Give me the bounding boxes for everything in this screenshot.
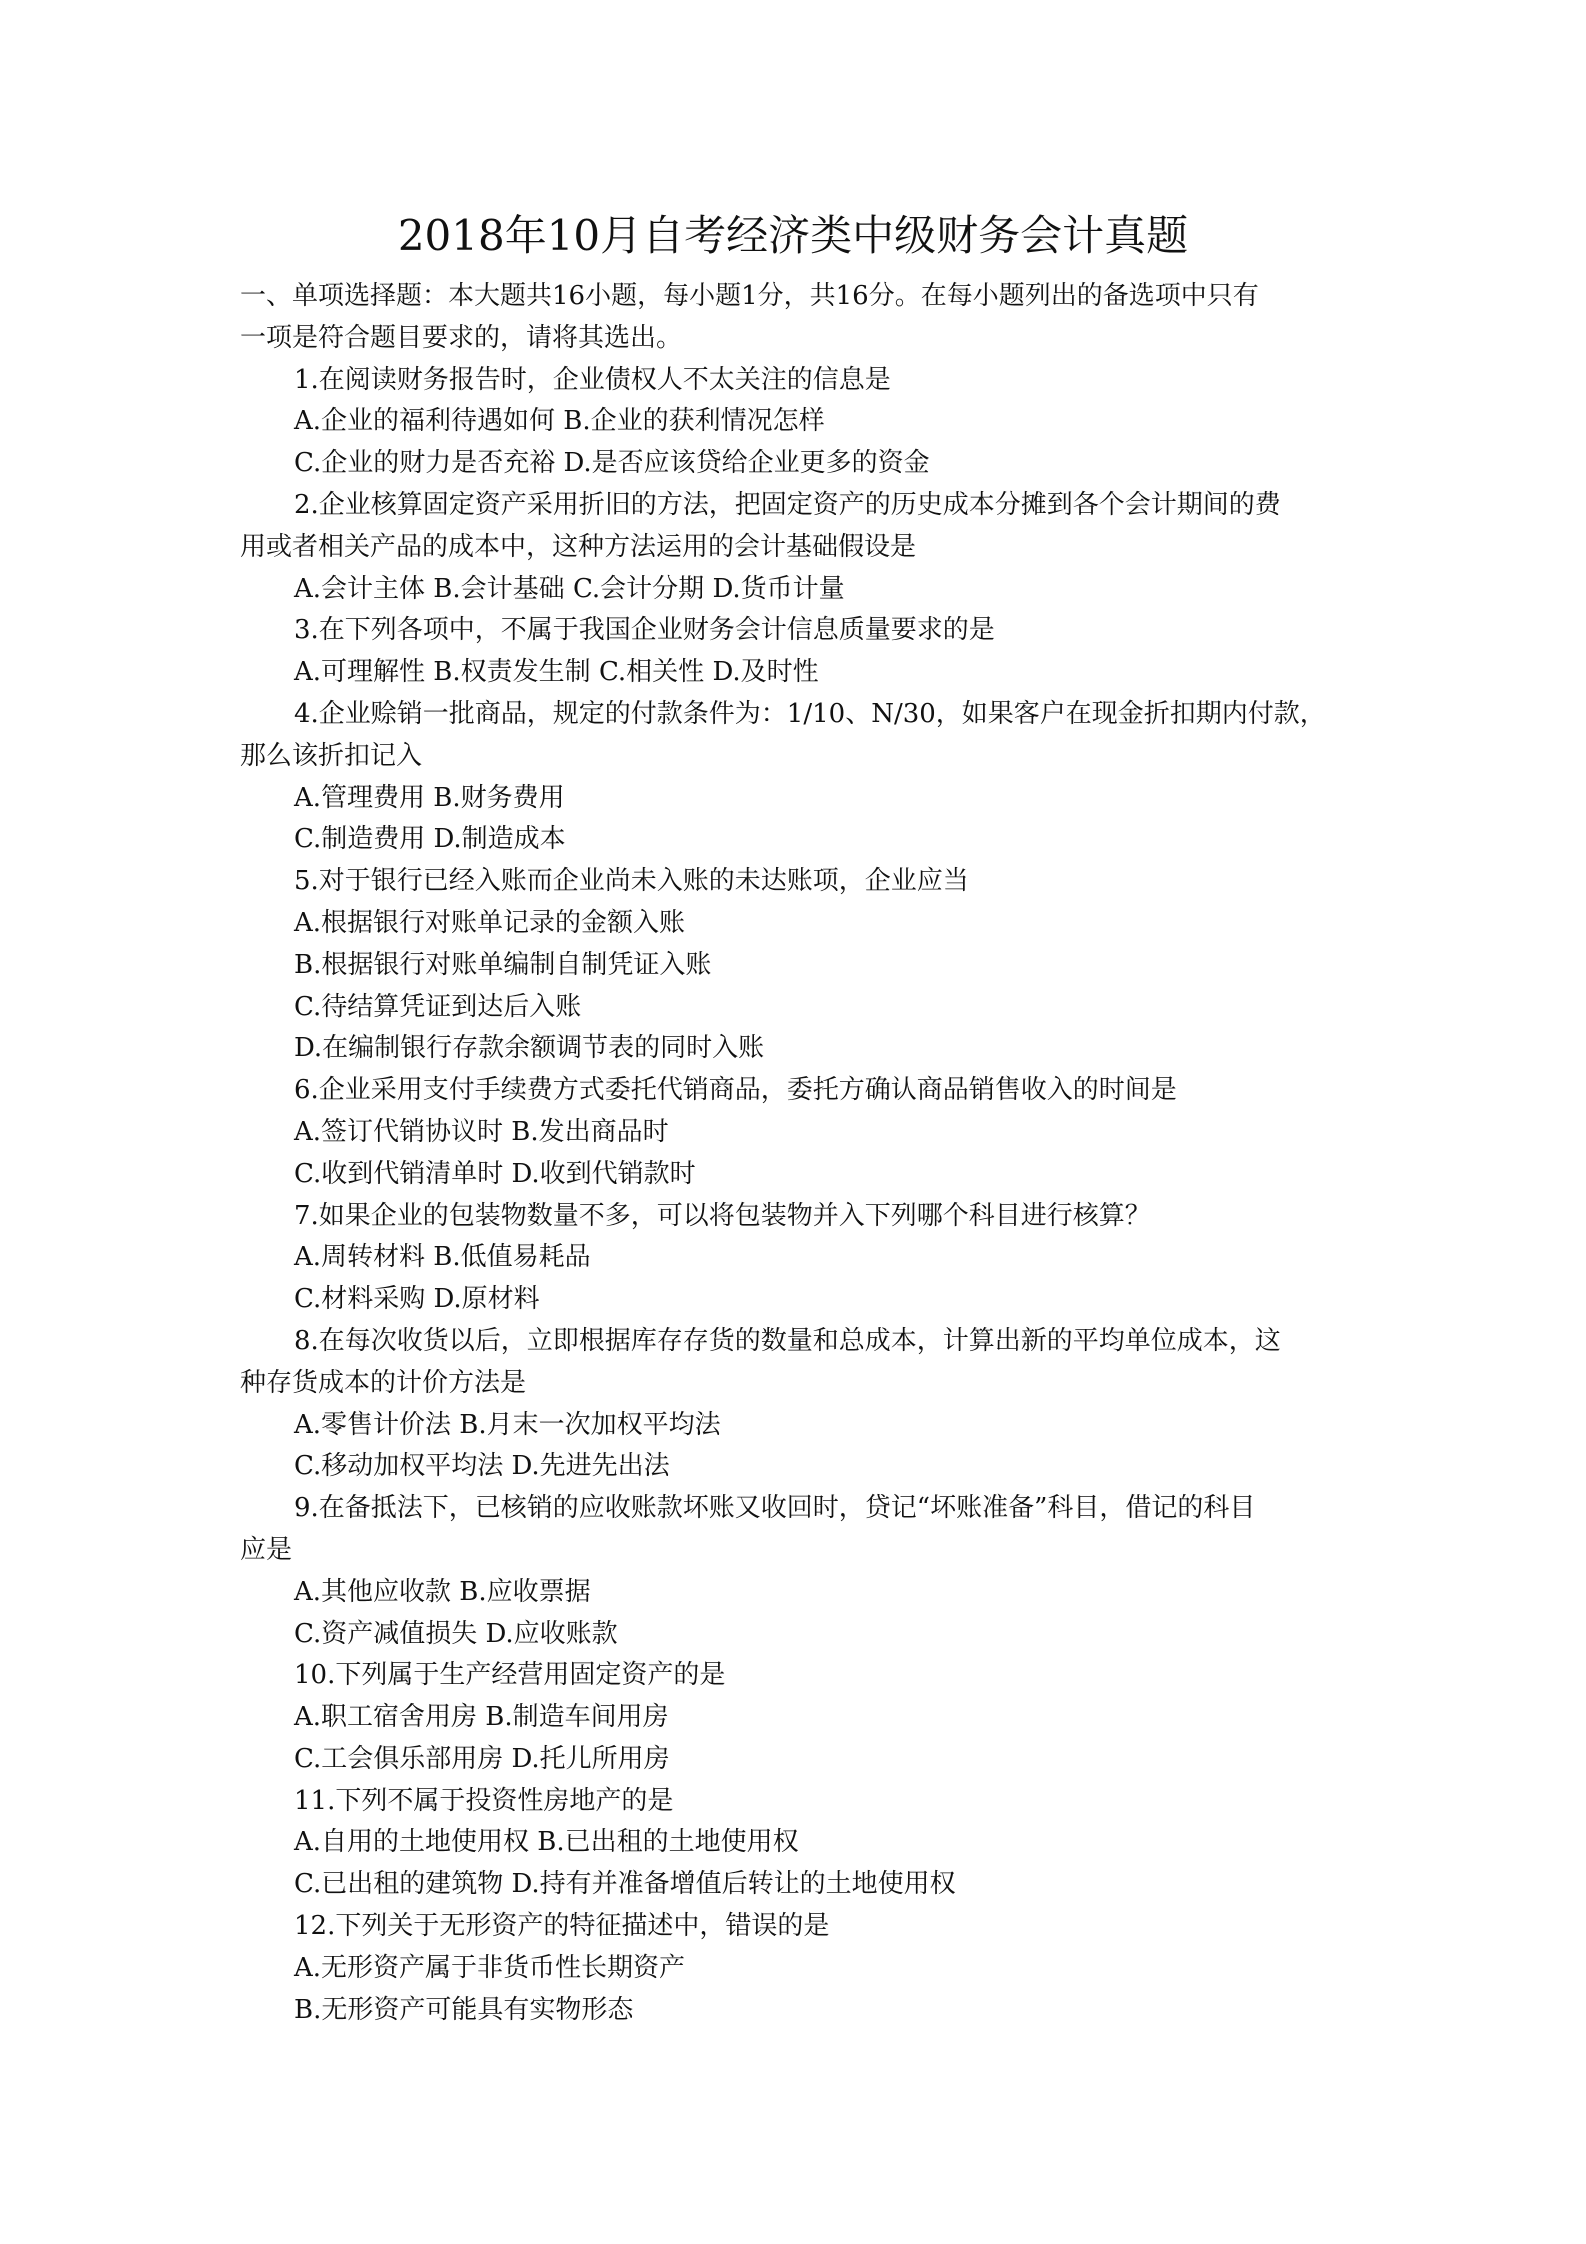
question-stem-line: 6.企业采用支付手续费方式委托代销商品，委托方确认商品销售收入的时间是 bbox=[294, 1075, 1177, 1106]
question-stem-line: 种存货成本的计价方法是 bbox=[240, 1367, 527, 1398]
question-option-line: A.无形资产属于非货币性长期资产 bbox=[294, 1952, 686, 1983]
question-option-line: A.企业的福利待遇如何 B.企业的获利情况怎样 bbox=[294, 406, 825, 437]
question-option-line: C.收到代销清单时 D.收到代销款时 bbox=[294, 1158, 696, 1189]
question-option-line: C.制造费用 D.制造成本 bbox=[294, 824, 566, 855]
question-option-line: C.资产减值损失 D.应收账款 bbox=[294, 1618, 618, 1649]
question-option-line: A.零售计价法 B.月末一次加权平均法 bbox=[294, 1409, 721, 1440]
document-body bbox=[240, 276, 1360, 2031]
question-option-line: C.移动加权平均法 D.先进先出法 bbox=[294, 1451, 670, 1482]
question-option-line: A.周转材料 B.低值易耗品 bbox=[294, 1242, 591, 1273]
question-stem-line: 9.在备抵法下，已核销的应收账款坏账又收回时，贷记“坏账准备”科目，借记的科目 bbox=[294, 1493, 1256, 1524]
question-option-line: A.其他应收款 B.应收票据 bbox=[294, 1576, 591, 1607]
question-option-line: D.在编制银行存款余额调节表的同时入账 bbox=[294, 1033, 765, 1064]
question-option-line: A.职工宿舍用房 B.制造车间用房 bbox=[294, 1702, 669, 1733]
question-option-line: C.企业的财力是否充裕 D.是否应该贷给企业更多的资金 bbox=[294, 448, 930, 479]
question-stem-line: 应是 bbox=[240, 1534, 293, 1565]
question-stem-line: 3.在下列各项中，不属于我国企业财务会计信息质量要求的是 bbox=[294, 615, 995, 646]
question-stem-line: 5.对于银行已经入账而企业尚未入账的未达账项，企业应当 bbox=[294, 866, 969, 897]
question-stem-line: 4.企业赊销一批商品，规定的付款条件为：1/10、N/30，如果客户在现金折扣期内付款， bbox=[294, 698, 1326, 729]
question-stem-line: 2.企业核算固定资产采用折旧的方法，把固定资产的历史成本分摊到各个会计期间的费 bbox=[294, 489, 1281, 520]
question-stem-line: 那么该折扣记入 bbox=[240, 740, 423, 771]
question-option-line: A.自用的土地使用权 B.已出租的土地使用权 bbox=[294, 1827, 799, 1858]
question-option-line: B.无形资产可能具有实物形态 bbox=[294, 1994, 634, 2025]
question-option-line: C.待结算凭证到达后入账 bbox=[294, 991, 582, 1022]
question-option-line: A.签订代销协议时 B.发出商品时 bbox=[294, 1116, 669, 1147]
section-instruction-line: 一项是符合题目要求的，请将其选出。 bbox=[240, 322, 683, 353]
question-option-line: A.管理费用 B.财务费用 bbox=[294, 782, 565, 813]
question-stem-line: 11.下列不属于投资性房地产的是 bbox=[294, 1785, 674, 1816]
question-stem-line: 7.如果企业的包装物数量不多，可以将包装物并入下列哪个科目进行核算？ bbox=[294, 1200, 1151, 1231]
question-stem-line: 1.在阅读财务报告时，企业债权人不太关注的信息是 bbox=[294, 364, 891, 395]
question-option-line: A.根据银行对账单记录的金额入账 bbox=[294, 907, 686, 938]
section-instruction-line: 一、单项选择题：本大题共16小题，每小题1分，共16分。在每小题列出的备选项中只有 bbox=[240, 281, 1259, 311]
question-option-line: C.材料采购 D.原材料 bbox=[294, 1284, 540, 1315]
document-title: 2018年10月自考经济类中级财务会计真题 bbox=[397, 211, 1189, 260]
question-stem-line: 8.在每次收货以后，立即根据库存存货的数量和总成本，计算出新的平均单位成本，这 bbox=[294, 1325, 1281, 1356]
question-option-line: C.工会俱乐部用房 D.托儿所用房 bbox=[294, 1743, 670, 1774]
question-stem-line: 用或者相关产品的成本中，这种方法运用的会计基础假设是 bbox=[240, 531, 917, 562]
question-stem-line: 12.下列关于无形资产的特征描述中，错误的是 bbox=[294, 1911, 830, 1942]
question-option-line: C.已出租的建筑物 D.持有并准备增值后转让的土地使用权 bbox=[294, 1869, 956, 1900]
question-option-line: B.根据银行对账单编制自制凭证入账 bbox=[294, 949, 712, 980]
question-stem-line: 10.下列属于生产经营用固定资产的是 bbox=[294, 1660, 726, 1691]
question-option-line: A.会计主体 B.会计基础 C.会计分期 D.货币计量 bbox=[294, 573, 845, 604]
question-option-line: A.可理解性 B.权责发生制 C.相关性 D.及时性 bbox=[294, 657, 819, 688]
